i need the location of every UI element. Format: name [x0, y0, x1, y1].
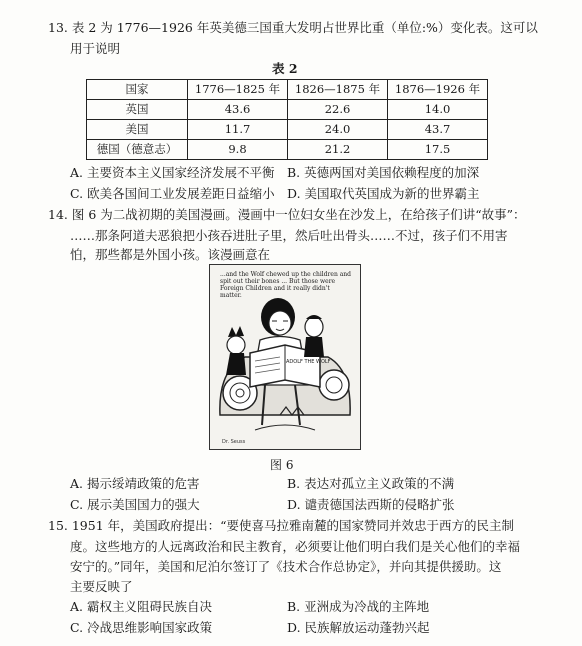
q15-option-d: D. 民族解放运动蓬勃兴起 — [287, 620, 430, 635]
table-cell: 43.7 — [388, 120, 488, 140]
table-cell: 22.6 — [288, 100, 388, 120]
header-cell: 1776—1825 年 — [188, 80, 288, 100]
table-header-row — [87, 80, 488, 100]
cartoon-drawing — [210, 265, 360, 449]
q15-stem-line2: 度。这些地方的人远离政治和民主教育，必须要让他们明白我们是关心他们的幸福 — [70, 539, 521, 554]
cartoon-image — [209, 264, 361, 450]
figure-label: 图 6 — [270, 458, 294, 472]
table-row — [87, 140, 488, 160]
cartoon-caption-line2: But those were Foreign Children and it really didn't matter. — [220, 278, 336, 299]
header-cell: 1876—1926 年 — [388, 80, 488, 100]
q15-option-c: C. 冷战思维影响国家政策 — [70, 620, 213, 635]
table-cell: 德国（德意志） — [87, 140, 188, 160]
q14-stem-line3: 怕，那些都是外国小孩。该漫画意在 — [70, 247, 271, 262]
q13-stem-line1: 13. 表 2 为 1776—1926 年英美德三国重大发明占世界比重（单位:%）变化表。这可以 — [48, 20, 538, 35]
q15-option-b: B. 亚洲成为冷战的主阵地 — [287, 599, 430, 614]
q14-option-a: A. 揭示绥靖政策的危害 — [70, 476, 200, 491]
q15-stem-line3: 安宁的。”同年，美国和尼泊尔签订了《技术合作总协定》，并向其提供援助。这 — [70, 559, 502, 574]
table-row — [87, 100, 488, 120]
q15-stem-line1: 15. 1951 年，美国政府提出：“要使喜马拉雅南麓的国家赞同并效忠于西方的民主制 — [48, 518, 515, 533]
q13-option-c: C. 欧美各国间工业发展差距日益缩小 — [70, 186, 275, 201]
table-cell: 9.8 — [188, 140, 288, 160]
q15-stem-line4: 主要反映了 — [70, 579, 133, 594]
table-cell: 24.0 — [288, 120, 388, 140]
table-cell: 14.0 — [388, 100, 488, 120]
header-cell: 国家 — [87, 80, 188, 100]
table-cell: 11.7 — [188, 120, 288, 140]
cartoon-book-text: ADOLF THE WOLF — [286, 359, 331, 365]
cartoon-signature: Dr. Seuss — [222, 439, 246, 445]
q15-option-a: A. 霸权主义阻碍民族自决 — [70, 599, 212, 614]
header-cell: 1826—1875 年 — [288, 80, 388, 100]
q14-stem-line1: 14. 图 6 为二战初期的美国漫画。漫画中一位妇女坐在沙发上，在给孩子们讲“故事”： — [48, 207, 526, 222]
table-cell: 43.6 — [188, 100, 288, 120]
q14-option-c: C. 展示美国国力的强大 — [70, 497, 200, 512]
table-title: 表 2 — [272, 61, 298, 76]
q14-option-b: B. 表达对孤立主义政策的不满 — [287, 476, 455, 491]
table-cell: 17.5 — [388, 140, 488, 160]
table-cell: 21.2 — [288, 140, 388, 160]
q14-stem-line2: ……那条阿道夫恶狼把小孩吞进肚子里，然后吐出骨头……不过，孩子们不用害 — [70, 228, 508, 243]
q13-option-d: D. 美国取代英国成为新的世界霸主 — [287, 186, 480, 201]
table-row — [87, 120, 488, 140]
q13-stem-line2: 用于说明 — [70, 41, 121, 56]
table-cell: 美国 — [87, 120, 188, 140]
table-cell: 英国 — [87, 100, 188, 120]
q14-option-d: D. 谴责德国法西斯的侵略扩张 — [287, 497, 455, 512]
q13-option-a: A. 主要资本主义国家经济发展不平衡 — [70, 165, 275, 180]
cartoon-caption-line1: ...and the Wolf chewed up the children and spit out their bones ... — [220, 271, 351, 285]
q13-option-b: B. 英德两国对美国依赖程度的加深 — [287, 165, 480, 180]
data-table — [86, 79, 488, 160]
